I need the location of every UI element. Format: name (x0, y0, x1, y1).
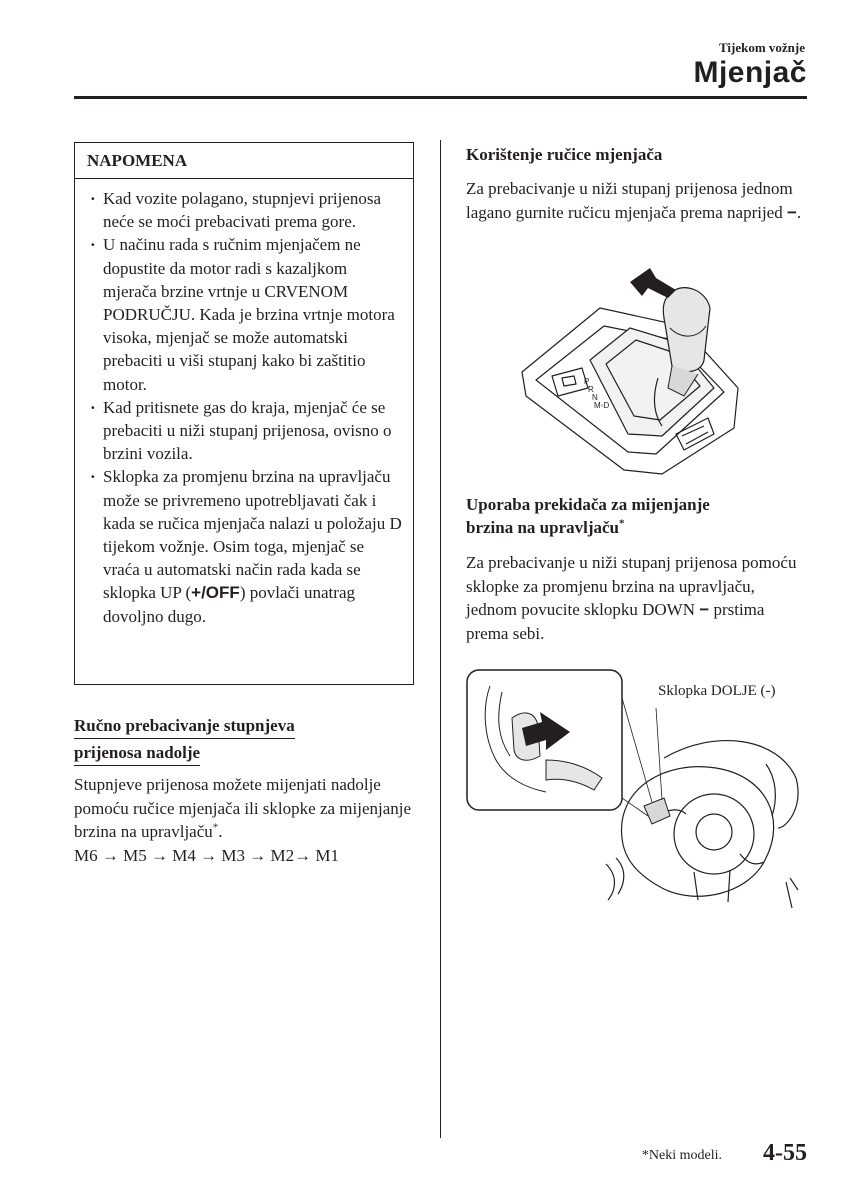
shift-lever-illustration (512, 268, 748, 480)
note-item: · Kad vozite polagano, stupnjevi prijenosa neće se moći prebacivati prema gore. (89, 187, 403, 233)
figure-caption: Sklopka DOLJE (-) (658, 683, 776, 699)
note-item-text: Sklopka za promjenu brzina na upravljaču može se privremeno upotrebljavati čak i kada se ručica mjenjača nalazi u položaju D tijekom vožnje. Osim toga, mjenjač se vraća u automatski način rada kada se sklopka UP ( (103, 467, 402, 603)
section-body-shift-lever (466, 177, 806, 224)
body-text-end: . (218, 822, 223, 841)
header-rule (74, 96, 807, 99)
page-number: 4-55 (763, 1140, 807, 1166)
body-text-end: prstima prema sebi. (466, 600, 765, 643)
svg-text:N: N (592, 393, 598, 402)
note-item (89, 465, 403, 627)
body-text: Za prebacivanje u niži stupanj prijenosa pomoću sklopke za promjenu brzina na upravljaču, jednom povucite sklopku DOWN (466, 553, 797, 619)
minus-symbol: − (699, 600, 710, 619)
section-heading-shift-lever: Korištenje ručice mjenjača (466, 145, 663, 164)
section-heading-manual-downshift (74, 714, 295, 768)
note-item: · U načinu rada s ručnim mjenjačem ne dopustite da motor radi s kazaljkom mjerača brzine vrtnje u CRVENOM PODRUČJU. Kada je brzina vrtnje motora visoka, mjenjač se može automatski prebaciti u viši stupanj kako bi zaštitio motor. (89, 233, 403, 395)
section-heading-line: Ručno prebacivanje stupnjeva (74, 714, 295, 739)
footnote-marker: * (619, 517, 625, 530)
note-box (74, 142, 414, 685)
body-text: Za prebacivanje u niži stupanj prijenosa jednom lagano gurnite ručicu mjenjača prema naprijed (466, 179, 793, 222)
svg-text:P: P (584, 377, 590, 386)
note-item-text-end: ) povlači unatrag dovoljno dugo. (103, 583, 355, 626)
steering-wheel-illustration (466, 668, 806, 920)
note-title: NAPOMENA (75, 143, 413, 179)
footnote: *Neki modeli. (641, 1148, 722, 1163)
forward-arrow-icon (630, 268, 676, 298)
section-heading-line: Uporaba prekidača za mijenjanje (466, 495, 710, 514)
switch-key-label: +/OFF (191, 583, 240, 603)
section-heading-paddle-switch (466, 493, 710, 539)
note-item: · Kad pritisnete gas do kraja, mjenjač će se prebaciti u niži stupanj prijenosa, ovisno o brzini vozila. (89, 396, 403, 466)
minus-symbol: − (786, 202, 797, 222)
gear-sequence: M6 → M5 → M4 → M3 → M2→ M1 (74, 845, 339, 865)
section-heading-line: prijenosa nadolje (74, 741, 200, 766)
section-heading-line: brzina na upravljaču (466, 518, 620, 537)
svg-text:R: R (588, 385, 594, 394)
column-divider (440, 140, 441, 1138)
body-text: Stupnjeve prijenosa možete mijenjati nadolje pomoću ručice mjenjača ili sklopke za mijenjanje brzina na upravljaču (74, 775, 412, 841)
footnote-marker: * (212, 821, 219, 834)
page-title: Mjenjač (693, 56, 807, 89)
note-list (75, 179, 413, 628)
svg-text:M◦D: M◦D (594, 401, 610, 410)
zoom-line (622, 698, 652, 802)
section-body-manual-downshift (74, 773, 414, 867)
detail-inset (467, 670, 622, 810)
body-text-end: . (796, 202, 802, 222)
running-header-section: Tijekom vožnje (718, 40, 805, 55)
section-body-paddle-switch (466, 551, 806, 645)
